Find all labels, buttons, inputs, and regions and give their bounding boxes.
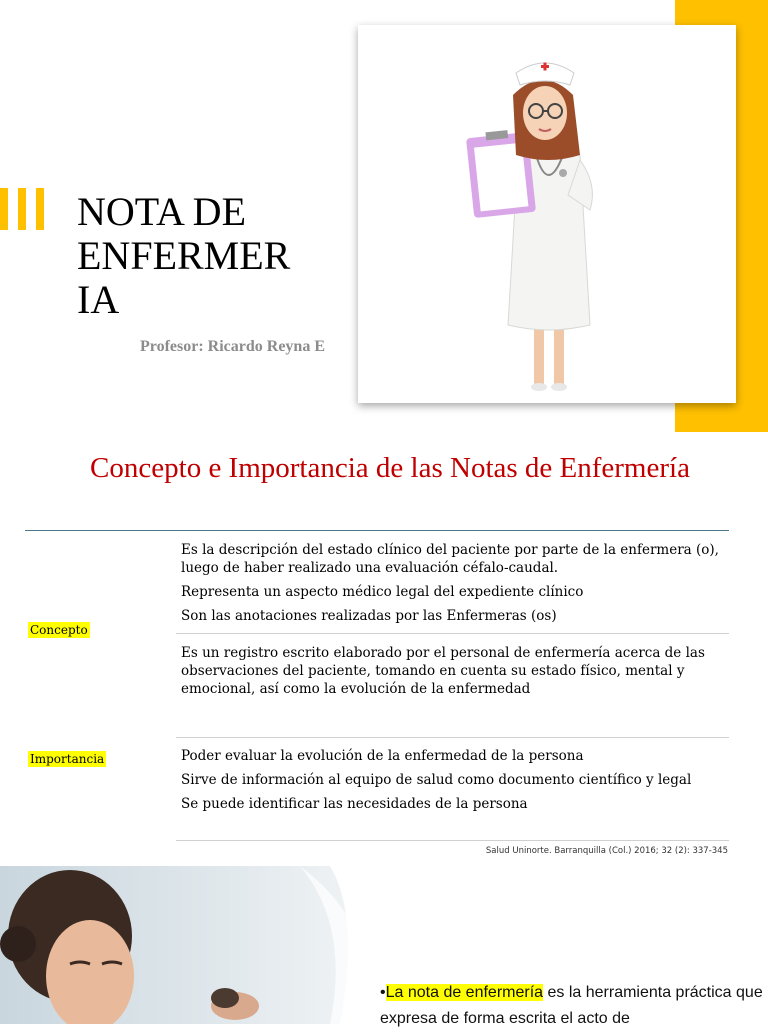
importance-item: Poder evaluar la evolución de la enfermedad de la persona	[181, 748, 584, 764]
title-line: IA	[77, 277, 120, 322]
title-slide	[0, 0, 768, 430]
importance-item: Se puede identificar las necesidades de la persona	[181, 796, 528, 812]
nurse-illustration	[358, 25, 736, 403]
slide-title	[77, 190, 327, 322]
table-top-rule	[25, 530, 729, 531]
importance-item: Sirve de información al equipo de salud como documento científico y legal	[181, 772, 692, 788]
concept-label: Concepto	[30, 623, 88, 637]
concept-slide-title: Concepto e Importancia de las Notas de Enfermería	[90, 452, 690, 484]
importance-cell	[181, 747, 736, 819]
bullet-mark: •	[380, 984, 386, 1001]
importance-label: Importancia	[30, 752, 105, 766]
concept-item: Son las anotaciones realizadas por las Enfermeras (os)	[181, 608, 557, 624]
row-divider	[176, 633, 729, 634]
definition-text: es la herramienta práctica que expresa de forma escrita el acto de	[380, 984, 763, 1027]
accent-bar	[18, 188, 26, 230]
definition-bullet	[380, 980, 768, 1032]
accent-bar	[0, 188, 8, 230]
citation: Salud Uninorte. Barranquilla (Col.) 2016; 32 (2): 337-345	[485, 846, 728, 856]
concept-item: Representa un aspecto médico legal del expediente clínico	[181, 584, 584, 600]
concept-item: Es la descripción del estado clínico del paciente por parte de la enfermera (o), luego de haber realizado una evaluación céfalo-caudal.	[181, 542, 719, 576]
concept-cell-2: Es un registro escrito elaborado por el personal de enfermería acerca de las observaciones del paciente, tomando en cuenta su estado físico, mental y emocional, así como la evolución de la enfermedad	[181, 645, 705, 697]
title-line: ENFERMER	[77, 233, 291, 278]
highlighted-term: La nota de enfermería	[385, 984, 544, 1001]
row-divider	[176, 840, 729, 841]
accent-bar	[36, 188, 44, 230]
slide-subtitle: Profesor: Ricardo Reyna E	[140, 338, 325, 355]
definition-slide	[0, 866, 768, 1027]
row-divider	[176, 737, 729, 738]
concept-cell-1	[181, 541, 736, 631]
title-line: NOTA DE	[77, 189, 247, 234]
nurse-illustration-card	[358, 25, 736, 403]
